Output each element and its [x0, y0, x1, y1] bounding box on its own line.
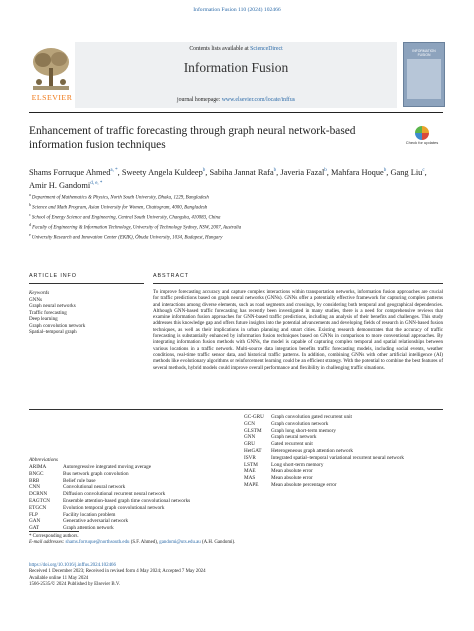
affiliation-text: University Research and Innovation Center (EKIK), Óbuda University, 1034, Budapest, Hungary: [31, 235, 223, 241]
abbreviation-term: MAE: [244, 468, 256, 475]
abbreviation-row: [244, 428, 444, 435]
abbreviation-row: [244, 448, 444, 455]
article-title: Enhancement of traffic forecasting through graph neural network-based information fusion techniques: [29, 125, 356, 151]
author-name: Sabiha Jannat Rafa: [209, 167, 274, 177]
abbreviation-definition: Generative adversarial network: [63, 518, 129, 525]
abbreviation-row: [244, 434, 444, 441]
abbreviation-term: ARIMA: [29, 464, 47, 470]
affiliation-marker: e: [29, 232, 31, 237]
affiliation-marker: a: [29, 193, 31, 197]
abbreviation-definition: Long short-term memory: [271, 461, 324, 468]
check-for-updates-badge[interactable]: [402, 126, 442, 146]
affiliation-marker: b: [29, 202, 31, 207]
abbreviation-definition: Graph convolution network: [271, 420, 329, 427]
doi-link[interactable]: https://doi.org/10.1016/j.inffus.2024.102466: [29, 563, 116, 568]
abstract-end-rule: [29, 409, 443, 410]
abbreviations-heading: Abbreviations: [29, 457, 58, 463]
affiliation-marker: c: [29, 212, 31, 217]
abbreviation-row: [29, 478, 239, 485]
abbreviation-term: GAN: [29, 518, 41, 525]
header-rule: [29, 112, 443, 113]
copyright: 1566-2535/© 2024 Published by Elsevier B.V.: [29, 581, 120, 587]
affiliation-marker: d: [29, 222, 31, 227]
abbreviation-definition: Graph neural network: [271, 434, 317, 441]
affiliation-text: Science and Math Program, Asian University for Women, Chattogram, 4000, Bangladesh: [32, 205, 208, 211]
abbreviation-definition: Graph convolution gated recurrent unit: [271, 414, 352, 420]
abbreviation-term: BRB: [29, 477, 40, 484]
abbreviation-row: [29, 518, 239, 525]
publication-info: [29, 563, 443, 588]
abbreviation-row: [244, 468, 444, 475]
abbreviations-right-column: [244, 414, 444, 489]
abbreviation-definition: Graph long short-term memory: [271, 427, 336, 434]
affiliation-list: [29, 192, 443, 242]
abbreviation-row: [244, 475, 444, 482]
abstract-rule: [153, 283, 443, 284]
author-superscript[interactable]: a, *: [110, 168, 118, 173]
article-info-heading: ARTICLE INFO: [29, 273, 77, 279]
abbreviation-row: [29, 471, 239, 478]
abbreviation-definition: Evolution temporal graph convolutional network: [63, 504, 165, 511]
footnote: [29, 534, 443, 547]
abbreviation-row: [244, 482, 444, 489]
abbreviation-row: [244, 462, 444, 469]
author-superscript[interactable]: b: [273, 168, 277, 173]
abbreviation-definition: Heterogeneous graph attention network: [271, 447, 353, 454]
available-online: Available online 11 May 2024: [29, 575, 89, 581]
check-updates-label: Check for updates: [405, 140, 439, 145]
author-name: Mahfara Hoque: [330, 167, 384, 177]
abbreviation-definition: Graph attention network: [63, 525, 114, 532]
author-name: Javeria Fazal: [280, 167, 325, 177]
keyword: Spatial–temporal graph: [29, 329, 77, 336]
author-name: Shams Forruque Ahmed: [29, 167, 111, 177]
check-updates-icon: [415, 126, 429, 140]
email-line: E-mail addresses: shams.forruque@northsouth.edu (S.F. Ahmed), gandomi@uts.edu.au (A.H. Gandomi).: [29, 540, 236, 546]
abbreviation-row: [29, 505, 239, 512]
abbreviation-row: [244, 455, 444, 462]
affiliation-text: Department of Mathematics & Physics, North South University, Dhaka, 1229, Bangladesh: [31, 195, 209, 201]
author-superscript[interactable]: c: [422, 168, 425, 173]
abbreviation-term: MAPE: [244, 481, 259, 488]
corresponding-note: * Corresponding authors.: [29, 534, 79, 539]
elsevier-tree-logo: [29, 44, 73, 94]
cover-title: INFORMATION FUSION: [412, 49, 436, 57]
abbreviation-row: [29, 512, 239, 519]
article-info-rule: [29, 283, 144, 284]
abbreviation-row: [244, 414, 444, 421]
abbreviation-term: GC-GRU: [244, 414, 264, 420]
affiliation: [29, 212, 443, 222]
abbreviation-definition: Diffusion convolutional recurrent neural network: [63, 491, 166, 498]
affiliation-text: Faculty of Engineering & Information Technology, University of Technology Sydney, NSW, 2007, Australia: [32, 225, 242, 231]
abbreviations-left-column: [29, 464, 239, 532]
author-superscript[interactable]: b: [383, 168, 387, 173]
abbreviation-row: [244, 441, 444, 448]
email-link-1[interactable]: shams.forruque@northsouth.edu: [65, 540, 130, 546]
abbreviation-term: MAS: [244, 475, 256, 482]
abbreviation-definition: Facility location problem: [63, 511, 116, 518]
received-dates: Received 1 December 2023; Received in revised form 4 May 2024; Accepted 7 May 2024: [29, 569, 206, 575]
abbreviation-definition: Gated recurrent unit: [271, 441, 313, 448]
abbreviation-definition: Mean absolute error: [271, 468, 313, 475]
abbreviation-term: GCN: [244, 420, 255, 427]
abbreviation-definition: Mean absolute percentage error: [271, 481, 337, 488]
abbreviation-definition: Integrated spatial–temporal variational recurrent neural network: [271, 454, 404, 461]
abbreviation-term: EAGTCN: [29, 497, 51, 504]
abbreviation-term: DCRNN: [29, 491, 48, 498]
author-name: Gang Liu: [390, 167, 423, 177]
author-superscript[interactable]: d, e, *: [90, 181, 103, 187]
abbreviation-definition: Bus network graph convolution: [63, 470, 129, 477]
abbreviation-term: GNN: [244, 434, 256, 441]
journal-name: Information Fusion: [183, 60, 289, 75]
abbreviation-definition: Convolutional neural network: [63, 484, 126, 491]
abbreviation-row: [29, 464, 239, 471]
author-list: Shams Forruque Ahmed$^{a, *}$, Sweety Angela Kuldeep$^b$, Sabiha Jannat Rafa$^b$, Javeria Fazal$^b$, Mahfara Hoque$^b$, Gang Liu$^c$, Amir H. Gandomi$^{d, e, *}$: [29, 167, 427, 190]
author-superscript[interactable]: b: [202, 168, 206, 173]
abbreviation-term: HetGAT: [244, 447, 262, 454]
abbreviation-term: ISVR: [244, 454, 256, 461]
journal-cover-image: [403, 42, 445, 107]
author-superscript[interactable]: b: [324, 168, 327, 173]
affiliation: [29, 232, 443, 242]
journal-banner: [29, 42, 443, 108]
abbreviation-term: GRU: [244, 441, 255, 448]
abbreviation-definition: Ensemble attention-based graph time convolutional networks: [63, 497, 191, 504]
email-link-2[interactable]: gandomi@uts.edu.au: [159, 540, 201, 546]
abbreviation-term: GLSTM: [244, 427, 262, 434]
homepage-line: journal homepage: www.elsevier.com/locate/inffus: [176, 97, 295, 103]
affiliation: [29, 192, 443, 202]
contents-line: Contents lists available at ScienceDirect: [189, 46, 283, 52]
abbreviation-term: GAT: [29, 525, 40, 532]
abbreviation-row: [29, 498, 239, 505]
keyword: GNNs: [29, 297, 43, 303]
keyword: Graph neural networks: [29, 303, 76, 310]
abbreviation-term: LSTM: [244, 461, 258, 468]
keyword: Graph convolution network: [29, 322, 86, 329]
homepage-link[interactable]: www.elsevier.com/locate/inffus: [221, 97, 295, 103]
abbreviation-definition: Autoregressive integrated moving average: [63, 464, 152, 470]
affiliation: [29, 202, 443, 212]
keyword: Traffic forecasting: [29, 309, 67, 316]
abbreviation-term: CNN: [29, 484, 40, 491]
abbreviation-definition: Mean absolute error: [271, 475, 313, 482]
cover-art: [407, 59, 441, 99]
abstract-heading: ABSTRACT: [153, 273, 189, 279]
keyword: Deep learning: [29, 316, 58, 323]
keywords-heading: Keywords: [29, 290, 50, 296]
sciencedirect-link[interactable]: ScienceDirect: [250, 46, 283, 52]
author-name: Amir H. Gandomi: [29, 181, 91, 190]
keyword-list: [29, 297, 85, 335]
author-name: Sweety Angela Kuldeep: [121, 167, 203, 177]
footnote-rule: [29, 531, 79, 532]
abstract-text: To improve forecasting accuracy and capture complex interactions within transportation networks, information fusion approaches are crucial for traffic predictions based on graph neural networks (GNNs). GNNs offer a potentially effective framework for capturing complex patterns and interactions among diverse elements, such as road segments and crossings, by considering both temporal and geographical dependencies. Although GNN-based traffic forecasting has recently been investigated in many studies, there is a need for comprehensive reviews that examine information fusion approaches for GNN-based traffic predictions, including an analysis of their benefits and challenges. This study addresses this knowledge gap and offers future insights into the potential advancements and developing fields of research in GNN-based fusion techniques, as well as their implications in urban planning and smart cities. Existing research demonstrates that the accuracy of traffic forecasting is substantially enhanced by information fusion techniques based on GNNs in comparison to more conventional approaches. By integrating information fusion methods with GNNs, the model is capable of capturing complex temporal and spatial relationships between various locations in a traffic network. Multi-source data integration benefits traffic forecasting models, including social events, weather conditions, real-time traffic sensor data, and historical traffic patterns. In addition, combining GNNs with other artificial intelligence (AI) methods like evolutionary algorithms or reinforcement learning could be an efficient strategy. With the potential to combine the best features of several methods, hybrid models could improve overall performance and flexibility in challenging traffic situations.: [153, 289, 443, 371]
abbreviation-term: FLP: [29, 511, 38, 518]
affiliation-text: School of Energy Science and Engineering, Central South University, Changsha, 410083, China: [31, 215, 221, 221]
abbreviation-definition: Belief rule base: [63, 477, 96, 484]
abbreviation-row: [29, 491, 239, 498]
abbreviation-term: BNGC: [29, 470, 44, 477]
publisher-wordmark: ELSEVIER: [31, 93, 73, 102]
abbreviation-term: ETGCN: [29, 504, 47, 511]
affiliation: [29, 222, 443, 232]
abbreviation-row: [244, 421, 444, 428]
journal-reference[interactable]: Information Fusion 110 (2024) 102466: [193, 7, 281, 13]
